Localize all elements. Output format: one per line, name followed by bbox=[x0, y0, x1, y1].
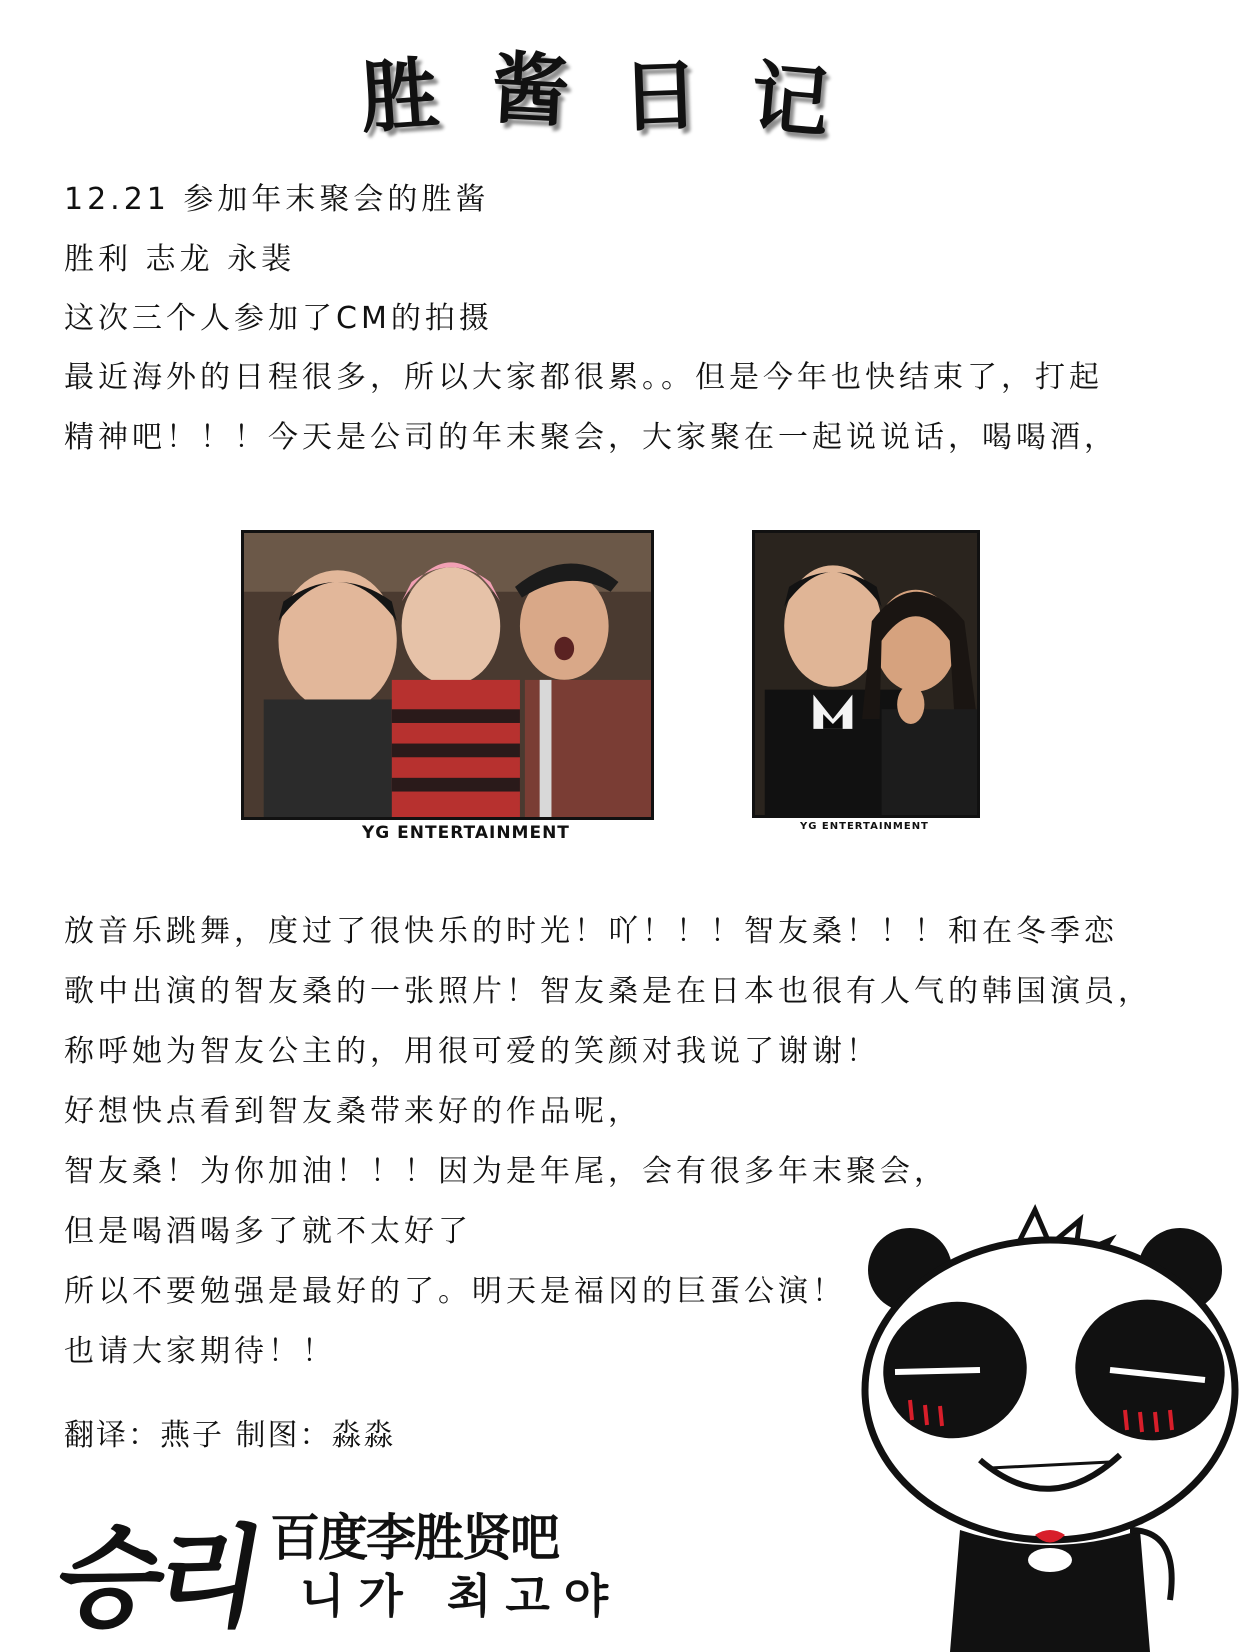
body-line: 但是喝酒喝多了就不太好了 bbox=[64, 1214, 472, 1249]
body-line: 这次三个人参加了CM的拍摄 bbox=[64, 301, 493, 336]
body-line: 所以不要勉强是最好的了。明天是福冈的巨蛋公演！ bbox=[64, 1274, 846, 1309]
logo-korean-big: 승리 bbox=[47, 1514, 267, 1642]
body-line: 胜利 志龙 永裴 bbox=[64, 242, 296, 277]
logo-chinese: 百度李胜贤吧 bbox=[270, 1509, 558, 1567]
title-char: 记 bbox=[747, 52, 833, 150]
body-line: 歌中出演的智友桑的一张照片！智友桑是在日本也很有人气的韩国演员， bbox=[64, 974, 1152, 1009]
body-line: 12.21 参加年末聚会的胜酱 bbox=[64, 182, 490, 217]
title-char: 日 bbox=[620, 50, 702, 144]
title-char: 酱 bbox=[488, 44, 571, 138]
page-title bbox=[357, 40, 833, 150]
body-line: 也请大家期待！！ bbox=[64, 1334, 336, 1369]
panda-mascot-icon bbox=[850, 1200, 1239, 1652]
body-line: 最近海外的日程很多，所以大家都很累。。但是今年也快结束了，打起 bbox=[64, 360, 1103, 395]
body-line: 智友桑！为你加油！！！因为是年尾，会有很多年末聚会， bbox=[64, 1154, 948, 1189]
body-line: 称呼她为智友公主的，用很可爱的笑颜对我说了谢谢！ bbox=[64, 1034, 880, 1069]
photo-caption: YG ENTERTAINMENT bbox=[362, 823, 570, 843]
logo-korean-slogan: 니가 최고야 bbox=[300, 1569, 623, 1623]
group-photo-image bbox=[244, 533, 651, 817]
group-photo bbox=[241, 530, 654, 820]
photo-caption: YG ENTERTAINMENT bbox=[800, 821, 929, 832]
duo-photo-image bbox=[755, 533, 977, 815]
title-char: 胜 bbox=[357, 49, 442, 145]
body-line: 放音乐跳舞，度过了很快乐的时光！吖！！！智友桑！！！和在冬季恋 bbox=[64, 914, 1118, 949]
duo-photo bbox=[752, 530, 980, 818]
body-line: 精神吧！！！今天是公司的年末聚会，大家聚在一起说说话，喝喝酒， bbox=[64, 420, 1118, 455]
body-line: 好想快点看到智友桑带来好的作品呢， bbox=[64, 1094, 642, 1129]
credits: 翻译：燕子 制图：淼淼 bbox=[64, 1418, 396, 1453]
